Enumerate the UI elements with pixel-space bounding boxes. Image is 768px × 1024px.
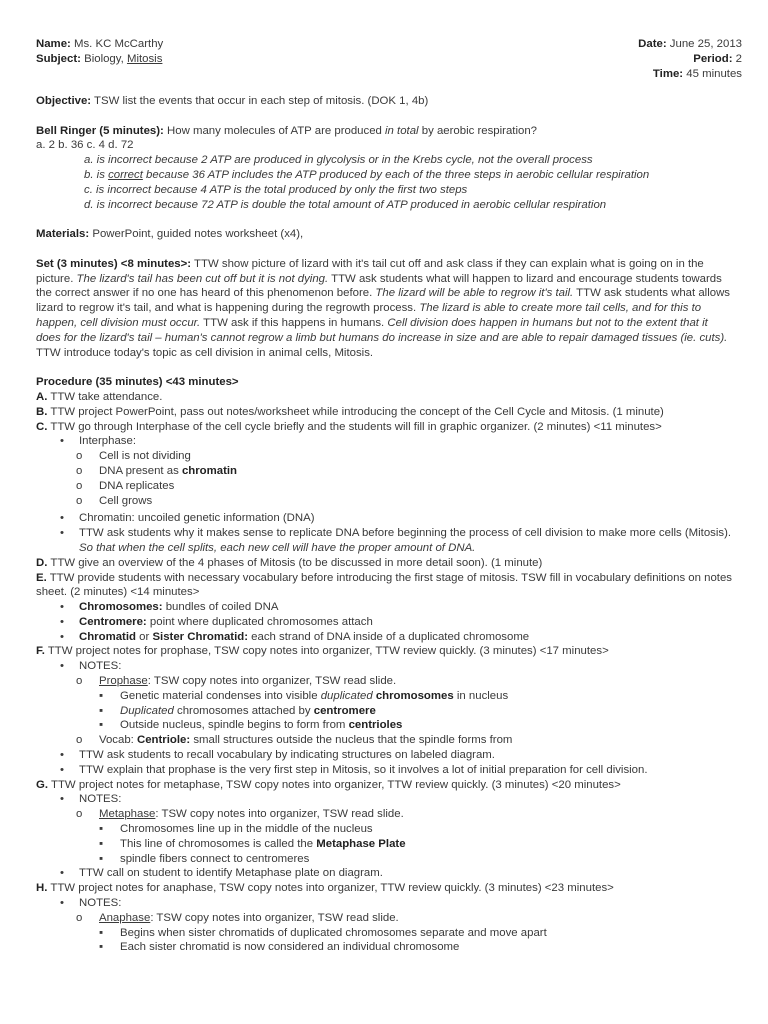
bell-answer-a-text: a. is incorrect because 2 ATP are produced in glycolysis or in the Krebs cycle, not the overall process — [84, 154, 593, 167]
step-e-label: E. — [36, 571, 47, 584]
header-left — [36, 37, 163, 67]
list-item-text: each strand of DNA inside of a duplicated chromosome — [248, 630, 530, 643]
list-item — [76, 494, 732, 509]
circle-icon: o — [76, 675, 83, 688]
list-item-bold: chromosomes — [375, 689, 454, 702]
circle-icon: o — [76, 911, 83, 924]
list-item-text: Cell is not dividing — [99, 450, 191, 463]
list-item-text: or — [135, 630, 153, 643]
step-a-label: A. — [36, 390, 48, 403]
step-d — [36, 556, 732, 571]
list-item-text: in nucleus — [453, 689, 509, 702]
set-em-3: The lizard is able to create more tail cells, and for this to happen, cell division must occur. — [36, 302, 702, 329]
list-item — [99, 837, 732, 852]
list-item-text: small structures outside the nucleus that the spindle forms from — [190, 734, 513, 747]
list-item-text: DNA present as — [99, 464, 182, 477]
step-h-label: H. — [36, 882, 48, 895]
step-b-label: B. — [36, 405, 48, 418]
list-item-text: TTW explain that prophase is the very first step in Mitosis, so it involves a lot of initial preparation for cell division. — [79, 763, 648, 776]
list-item-text: point where duplicated chromosomes attach — [146, 615, 373, 628]
list-item-text: This line of chromosomes is called the — [120, 837, 317, 850]
list-item-bold: Centromere: — [79, 615, 147, 628]
step-c-text: TTW go through Interphase of the cell cycle briefly and the students will fill in graphic organizer. (2 minutes) <11 minutes> — [47, 420, 662, 433]
list-item-bold: Sister Chromatid: — [152, 630, 249, 643]
list-item — [60, 434, 732, 449]
step-e — [36, 571, 732, 601]
set-label: Set (3 minutes) <8 minutes>: — [36, 257, 192, 270]
list-item — [76, 733, 732, 748]
set-paragraph — [36, 257, 732, 361]
list-item-text: DNA replicates — [99, 479, 175, 492]
time-label: Time: — [652, 68, 684, 80]
bell-answer-b-rest: because 36 ATP includes the ATP produced by each of the three steps in aerobic cellular respiration — [142, 168, 650, 181]
circle-icon: o — [76, 464, 83, 477]
list-item-bold: Centriole: — [137, 734, 191, 747]
list-item-text: NOTES: — [79, 793, 122, 806]
list-item-text: : TSW copy notes into organizer, TSW read slide. — [147, 675, 397, 688]
period-value: 2 — [732, 53, 742, 65]
circle-icon: o — [76, 479, 83, 492]
list-item-bold: Chromatid — [79, 630, 136, 643]
list-item — [60, 792, 732, 807]
bullet-icon: • — [60, 897, 64, 910]
list-item — [60, 600, 732, 615]
square-icon: ▪ — [99, 719, 104, 732]
phase-name: Prophase — [99, 675, 148, 688]
list-item — [60, 526, 732, 556]
bullet-icon: • — [60, 527, 64, 540]
step-d-text: TTW give an overview of the 4 phases of Mitosis (to be discussed in more detail soon). (1 minute) — [47, 556, 543, 569]
step-g-label: G. — [36, 778, 49, 791]
procedure-title-text: Procedure (35 minutes) <43 minutes> — [36, 376, 239, 389]
circle-icon: o — [76, 734, 83, 747]
list-item — [76, 479, 732, 494]
square-icon: ▪ — [99, 852, 104, 865]
list-item — [60, 748, 732, 763]
list-item-text: Interphase: — [79, 435, 136, 448]
period-label: Period: — [693, 53, 733, 65]
bell-choices: a. 2 b. 36 c. 4 d. 72 — [36, 139, 134, 152]
bell-question-end: by aerobic respiration? — [418, 124, 537, 137]
step-f — [36, 644, 732, 659]
list-item — [76, 911, 732, 926]
subject-mitosis: Mitosis — [126, 53, 163, 65]
bell-answer-b-text: b. is — [84, 168, 109, 181]
set-em-4: Cell division does happen in humans but not to the extent that it does for the lizard's tail – human's cannot regrow a limb but humans do increase in size and are able to repair damaged tissues (ie. cuts). — [36, 316, 728, 344]
procedure-title — [36, 375, 732, 390]
list-item — [60, 896, 732, 911]
time-value: 45 minutes — [683, 68, 742, 80]
list-item — [99, 689, 732, 704]
step-f-text: TTW project notes for prophase, TSW copy notes into organizer, TTW review quickly. (3 minutes) <17 minutes> — [44, 645, 609, 658]
set-em-1: The lizard's tail has been cut off but it is not dying. — [76, 272, 329, 285]
bell-answer-b — [36, 168, 732, 183]
square-icon: ▪ — [99, 823, 104, 836]
list-item — [60, 763, 732, 778]
bell-ringer — [36, 124, 732, 139]
square-icon: ▪ — [99, 926, 104, 939]
list-item-text: Chromosomes line up in the middle of the nucleus — [120, 823, 373, 836]
bullet-icon: • — [60, 749, 64, 762]
list-item-text: Outside nucleus, spindle begins to form from — [120, 719, 349, 732]
step-e-text: TTW provide students with necessary vocabulary before introducing the first stage of mitosis. TSW fill in vocabulary definitions on notes sheet. (2 minutes) <14 minutes> — [36, 571, 733, 599]
name-value: Ms. KC McCarthy — [70, 38, 164, 50]
list-item-em: Duplicated — [120, 704, 174, 717]
list-item — [99, 926, 732, 941]
step-c — [36, 420, 732, 435]
set-text-1: TTW show picture of lizard with it's tail cut off and ask class if they can explain what is going on in the picture. — [36, 257, 704, 285]
bell-answer-c — [36, 183, 732, 198]
step-h — [36, 881, 732, 896]
step-f-label: F. — [36, 645, 45, 658]
phase-name: Metaphase — [99, 808, 156, 821]
list-item — [76, 807, 732, 822]
step-b-text: TTW project PowerPoint, pass out notes/worksheet while introducing the concept of the Cell Cycle and Mitosis. (1 minute) — [47, 405, 664, 418]
bullet-icon: • — [60, 793, 64, 806]
set-em-2: The lizard will be able to regrow it's tail. — [375, 287, 574, 300]
list-item-bold: Chromosomes: — [79, 601, 163, 614]
objective-label: Objective: — [36, 95, 92, 107]
square-icon: ▪ — [99, 941, 104, 954]
list-item-em: So that when the cell splits, each new cell will have the proper amount of DNA. — [79, 541, 476, 554]
list-item — [99, 822, 732, 837]
square-icon: ▪ — [99, 704, 104, 717]
square-icon: ▪ — [99, 837, 104, 850]
list-item-bold: chromatin — [181, 464, 238, 477]
list-item-bold: Metaphase Plate — [316, 837, 406, 850]
list-item — [76, 464, 732, 479]
list-item-text: TTW ask students why it makes sense to replicate DNA before beginning the process of cell division to make more cells (Mitosis). — [79, 527, 732, 540]
date-value: June 25, 2013 — [666, 38, 742, 50]
list-item — [60, 615, 732, 630]
bell-ringer-label: Bell Ringer (5 minutes): — [36, 124, 164, 137]
list-item-text: Begins when sister chromatids of duplicated chromosomes separate and move apart — [120, 926, 547, 939]
set-text-2: TTW ask students what will happen to lizard and encourage students towards the correct answer if no one has heard of this phenomenon before. — [36, 272, 722, 300]
materials — [36, 227, 732, 242]
list-item — [99, 704, 732, 719]
list-item-text: chromosomes attached by — [173, 704, 314, 717]
list-item — [60, 866, 732, 881]
step-g — [36, 778, 732, 793]
materials-text: PowerPoint, guided notes worksheet (x4), — [89, 228, 304, 241]
step-a — [36, 390, 732, 405]
list-item — [76, 674, 732, 689]
list-item-text: Vocab: — [99, 734, 137, 747]
list-item-text: Chromatin: uncoiled genetic information (DNA) — [79, 512, 315, 525]
step-d-label: D. — [36, 556, 48, 569]
list-item — [60, 511, 732, 526]
name-label: Name: — [36, 38, 71, 50]
list-item — [60, 659, 732, 674]
list-item-text: Each sister chromatid is now considered an individual chromosome — [120, 941, 460, 954]
list-item — [60, 630, 732, 645]
list-item — [99, 940, 732, 955]
square-icon: ▪ — [99, 689, 104, 702]
list-item-bold: centromere — [313, 704, 376, 717]
header-right — [638, 37, 742, 82]
bullet-icon: • — [60, 601, 64, 614]
set-text-4: TTW ask if this happens in humans. — [200, 316, 388, 329]
bell-question: How many molecules of ATP are produced — [163, 124, 386, 137]
list-item-text: spindle fibers connect to centromeres — [120, 852, 310, 865]
set-text-5: TTW introduce today's topic as cell division in animal cells, Mitosis. — [36, 346, 374, 359]
circle-icon: o — [76, 494, 83, 507]
date-label: Date: — [638, 38, 667, 50]
subject-value: Biology, — [80, 53, 127, 65]
list-item — [76, 449, 732, 464]
objective-text: TSW list the events that occur in each step of mitosis. (DOK 1, 4b) — [91, 95, 429, 107]
list-item-text: Cell grows — [99, 494, 153, 507]
bullet-icon: • — [60, 867, 64, 880]
objective — [36, 94, 732, 109]
list-item-text: TTW call on student to identify Metaphase plate on diagram. — [79, 867, 383, 880]
bell-answer-c-text: c. is incorrect because 4 ATP is the total produced by only the first two steps — [84, 183, 468, 196]
step-c-label: C. — [36, 420, 48, 433]
bell-question-em: in total — [385, 124, 419, 137]
bullet-icon: • — [60, 435, 64, 448]
step-h-text: TTW project notes for anaphase, TSW copy notes into organizer, TTW review quickly. (3 minutes) <23 minutes> — [47, 882, 614, 895]
list-item-text: NOTES: — [79, 897, 122, 910]
list-item-text: bundles of coiled DNA — [162, 601, 279, 614]
list-item-text: Genetic material condenses into visible — [120, 689, 321, 702]
subject-label: Subject: — [36, 53, 81, 65]
step-g-text: TTW project notes for metaphase, TSW copy notes into organizer, TTW review quickly. (3 minutes) <20 minutes> — [48, 778, 621, 791]
circle-icon: o — [76, 450, 83, 463]
list-item-text: : TSW copy notes into organizer, TSW read slide. — [150, 911, 399, 924]
phase-name: Anaphase — [99, 911, 151, 924]
lesson-plan-document — [36, 37, 742, 955]
bell-answer-d — [36, 198, 732, 213]
list-item-text: : TSW copy notes into organizer, TSW read slide. — [155, 808, 404, 821]
set-text-3: TTW ask students what allows lizard to regrow it's tail, and what is happening during the regrowth process. — [36, 287, 730, 315]
bell-answer-d-text: d. is incorrect because 72 ATP is double the total amount of ATP produced in aerobic cellular respiration — [84, 198, 607, 211]
list-item-text: NOTES: — [79, 660, 122, 673]
materials-label: Materials: — [36, 228, 90, 241]
step-a-text: TTW take attendance. — [47, 390, 163, 403]
bullet-icon: • — [60, 630, 64, 643]
list-item — [99, 718, 732, 733]
list-item-bold: centrioles — [348, 719, 403, 732]
bullet-icon: • — [60, 615, 64, 628]
list-item — [99, 852, 732, 867]
bullet-icon: • — [60, 763, 64, 776]
circle-icon: o — [76, 808, 83, 821]
bell-answer-b-correct: correct — [108, 168, 143, 181]
bullet-icon: • — [60, 512, 64, 525]
list-item-em: duplicated — [320, 689, 373, 702]
bullet-icon: • — [60, 660, 64, 673]
list-item-text: TTW ask students to recall vocabulary by indicating structures on labeled diagram. — [79, 749, 495, 762]
header — [36, 37, 742, 94]
bell-answer-a — [36, 153, 732, 168]
step-b — [36, 405, 732, 420]
